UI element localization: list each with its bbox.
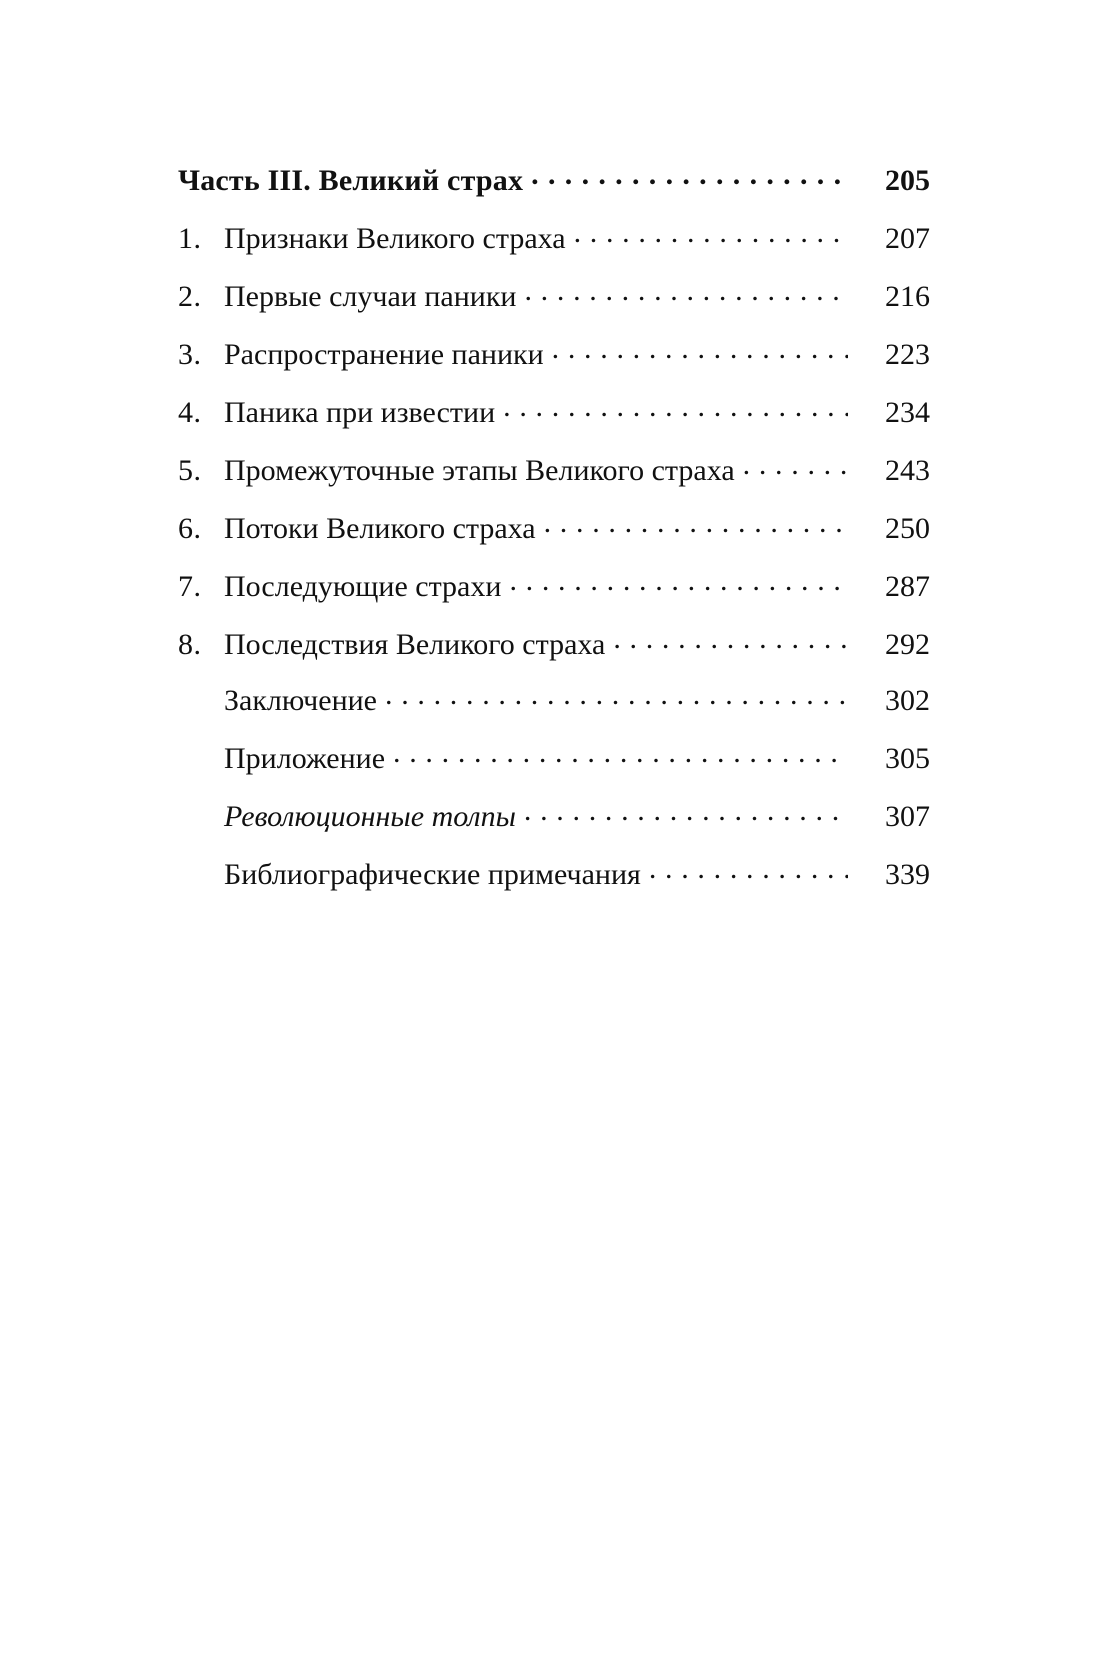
dot-leader — [385, 680, 848, 710]
toc-entry-page: 223 — [885, 338, 930, 371]
dot-leader — [649, 854, 848, 884]
table-of-contents — [178, 160, 930, 912]
dot-leader — [393, 738, 848, 768]
toc-entry-title: Последствия Великого страха — [224, 628, 606, 661]
toc-entry-number: 3. — [178, 338, 202, 371]
toc-entry-page: 243 — [885, 454, 930, 487]
toc-entry-title: Промежуточные этапы Великого страха — [224, 454, 735, 487]
toc-entry-chapter-3[interactable] — [178, 334, 930, 370]
dot-leader — [524, 276, 848, 306]
toc-entry-chapter-8[interactable] — [178, 624, 930, 660]
toc-part-heading[interactable] — [178, 160, 930, 196]
toc-entry-page: 216 — [885, 280, 930, 313]
toc-entry-title: Заключение — [224, 684, 377, 717]
dot-leader — [552, 334, 848, 364]
toc-entry-number: 4. — [178, 396, 202, 429]
toc-part-title: Часть III. Великий страх — [178, 164, 524, 197]
dot-leader — [503, 392, 848, 422]
toc-entry-chapter-2[interactable] — [178, 276, 930, 312]
dot-leader — [509, 566, 848, 596]
toc-entry-title: Паника при известии — [224, 396, 496, 429]
toc-entry-chapter-6[interactable] — [178, 508, 930, 544]
toc-entry-chapter-5[interactable] — [178, 450, 930, 486]
toc-entry-page: 292 — [885, 628, 930, 661]
dot-leader — [531, 160, 848, 190]
toc-entry-page: 250 — [885, 512, 930, 545]
toc-entry-number: 2. — [178, 280, 202, 313]
toc-entry-page: 287 — [885, 570, 930, 603]
toc-entry-page: 234 — [885, 396, 930, 429]
toc-entry-chapter-1[interactable] — [178, 218, 930, 254]
toc-entry-page: 302 — [885, 684, 930, 717]
toc-entry-title: Приложение — [224, 742, 386, 775]
toc-entry-title: Последующие страхи — [224, 570, 502, 603]
toc-entry-page: 207 — [885, 222, 930, 255]
toc-entry-page: 305 — [885, 742, 930, 775]
toc-entry-title: Первые случаи паники — [224, 280, 517, 313]
toc-entry-title: Революционные толпы — [224, 800, 516, 833]
dot-leader — [574, 218, 848, 248]
dot-leader — [524, 796, 848, 826]
toc-entry-title: Признаки Великого страха — [224, 222, 566, 255]
dot-leader — [544, 508, 848, 538]
toc-entry-page: 307 — [885, 800, 930, 833]
toc-entry-number: 1. — [178, 222, 202, 255]
toc-entry-bibliographic-notes[interactable] — [178, 854, 930, 890]
toc-entry-conclusion[interactable] — [178, 680, 930, 716]
toc-entry-revolutionary-crowds[interactable] — [178, 796, 930, 832]
toc-entry-title: Распространение паники — [224, 338, 544, 371]
toc-entry-appendix[interactable] — [178, 738, 930, 774]
toc-entry-title: Библиографические примечания — [224, 858, 641, 891]
toc-entry-number: 7. — [178, 570, 202, 603]
toc-entry-page: 339 — [885, 858, 930, 891]
toc-entry-number: 8. — [178, 628, 202, 661]
dot-leader — [743, 450, 848, 480]
toc-entry-title: Потоки Великого страха — [224, 512, 536, 545]
dot-leader — [613, 624, 848, 654]
toc-entry-number: 5. — [178, 454, 202, 487]
toc-entry-number: 6. — [178, 512, 202, 545]
toc-part-page: 205 — [885, 164, 930, 197]
toc-entry-chapter-7[interactable] — [178, 566, 930, 602]
toc-entry-chapter-4[interactable] — [178, 392, 930, 428]
